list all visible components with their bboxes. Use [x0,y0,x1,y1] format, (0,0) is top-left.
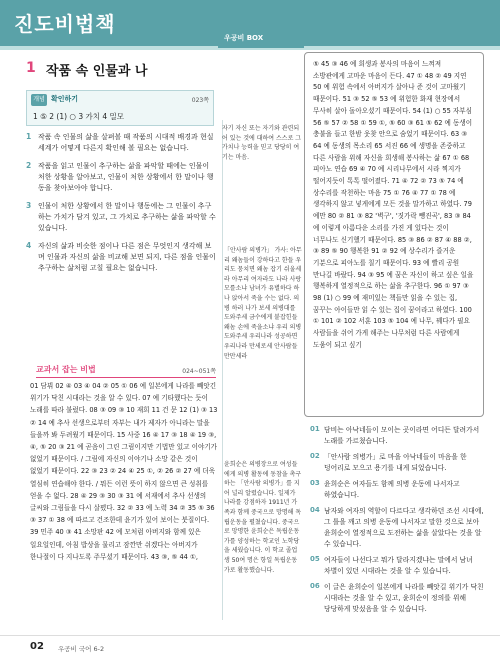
concept-badge: 개념 [31,94,47,106]
item-number: 02 [310,452,320,460]
list-item [26,241,216,274]
item-text: 윤희순은 여자들도 함께 의병 운동에 나서자고 하였습니다. [324,480,460,499]
answer-explanations [26,132,216,281]
section-number: 1 [26,60,36,76]
side-note-3: 윤희순은 의병장으로 여성들에게 의병 활동에 동참을 촉구하는 「안사람 의병가」를 지어 널리 알렸습니다. 일제가 나라를 강점하자 1911년 가족과 함께 중국으로 망명해 독립운동을 펼쳤습니다. 중국으로 망명한 윤희순은 독립운동가를 양성하는 학교인 노학당을 세웠습니다. 이 학교 졸업생 50여 명은 항일 독립운동가로 활동했습니다. [224,461,302,574]
check-label: 확인하기 [51,95,79,103]
list-item [310,506,486,550]
vocab-answers: 01 담뷔 02 ④ 03 ④ 04 ② 05 ① 06 예 일본에게 나라를 빼앗긴 위기가 닥친 시대라는 것을 알 수 있다. 07 예 기타했다는 듯이 노래를 따라 불렀다. 08 ③ 09 ③ 10 재희 11 건 문 12 (1) ③ 13 ② 14 예 추사 선생으로부터 자부는 내가 제자가 아니라는 말을 들을까 봐 두려웠기 때문이다. 15 사중 16 ④ 17 ③ 18 ④ 19 ③, ④, ⑤ 20 ③ 21 예 곧음이 그린 그림이지만 기법만 있고 이야기가 없었기 때문이다. / 그림에 자신의 이야기나 소망 같은 것이 없었기 때문이다. 22 ③ 23 ② 24 ④ 25 ①, ② 26 ② 27 예 더욱 열심히 연습해야 한다. / 뭐든 이런 뜻이 하지 않으면 큰 성취를 얻을 수 없다. 28 ④ 29 ③ 30 ③ 31 예 서재에서 추사 선생의 글씨와 그림들을 다시 살폈다. 32 ② 33 예 노력 34 ② 35 ⑤ 36 ③ 37 ① 38 예 따르고 건조한데 윤기가 있어 보이는 붓질이다. 39 민주 40 ③ 41 소망판 42 예 모처럼 아버지와 함께 있은 일요일인데, 아침 밥상을 물리고 잠깐만 쉬겠다는 아버지가 한나절이 다 지나도록 주무셨기 때문이다. 43 ③, ⑤ 44 ①, [30,382,218,561]
item-number: 4 [26,241,32,250]
page-number: 02 [30,641,44,652]
side-note-text: 자기 자신 또는 자기와 관련되어 있는 것에 대하여 스스로 그 가치나 능력을 믿고 당당히 여기는 마음. [222,125,302,161]
item-text: 「안사람 의병가」로 마을 아낙네들이 마음을 한 덩어리로 모으고 용기를 내게 되었습니다. [324,453,467,472]
item-number: 05 [310,555,320,563]
item-number: 2 [26,161,32,170]
box-tab [218,30,304,48]
item-number: 04 [310,506,320,514]
item-text: 담비는 아낙네들이 모이는 곳이라면 어디든 달려가서 노래를 가르쳤습니다. [324,426,480,445]
list-item [310,452,486,474]
page-title: 진도비법책 [14,12,116,36]
item-text: 인물이 처한 상황에서 한 말이나 행동에는 그 인물이 추구하는 가치가 담겨 있고, 그 가치로 추구하는 삶을 파악할 수 있습니다. [38,202,216,232]
list-item [310,582,486,615]
side-divider [222,120,223,620]
item-text: 남자와 여자의 역할이 다르다고 생각하던 조선 시대에, 그 틀을 깨고 의병 운동에 나서자고 말한 것으로 보아 윤희순이 열정적으로 도전하는 삶을 살았다는 것을 알 수 있습니다. [324,507,484,548]
section-title: 작품 속 인물과 나 [46,64,148,79]
list-item [26,132,216,154]
concept-check-box [26,90,214,126]
vocab-page-ref: 024~051쪽 [182,368,216,375]
item-text: 작품을 읽고 인물이 추구하는 삶을 파악할 때에는 인물이 처한 상황을 알아보고, 인물이 처한 상황에서 한 말이나 행동을 찾아보아야 합니다. [38,162,214,192]
footer-divider [0,635,500,636]
item-text: 여자들이 나선다고 뭐가 달라지겠냐는 말에서 남녀 차별이 있던 시대라는 것을 알 수 있습니다. [324,556,473,575]
footer-text: 우공비 국어 6-2 [58,645,105,653]
item-number: 1 [26,132,32,141]
item-number: 03 [310,479,320,487]
item-text: 이 글은 윤희순이 일본에게 나라를 빼앗길 위기가 닥친 시대라는 것을 알 수 있고, 윤희순이 정의를 위해 당당하게 맞섰음을 알 수 있습니다. [324,583,484,613]
list-item [26,161,216,194]
side-note-1 [222,124,302,162]
check-page-ref: 023쪽 [191,97,209,104]
list-item [26,201,216,234]
item-text: 자신의 삶과 비슷한 점이나 다른 점은 무엇인지 생각해 보며 인물과 자신의 삶을 비교해 보면 되지, 다른 점을 인물이 추구하는 삶처럼 고칠 필요는 없습니다. [38,242,216,272]
list-item [310,555,486,577]
right-explanations [310,425,486,620]
item-number: 01 [310,425,320,433]
vocab-section-header [36,364,216,378]
list-item [310,425,486,447]
item-number: 3 [26,201,32,210]
list-item [310,479,486,501]
vocab-title: 교과서 잡는 비법 [36,365,96,374]
item-text: 작품 속 인물의 삶을 살펴볼 때 작품의 시대적 배경과 현실 세계가 어떻게 다른지 확인해 볼 필요는 없습니다. [38,133,214,152]
answer-box: ⑤ 45 ③ 46 예 희생과 봉사의 마음이 느껴져 소방관에게 고마운 마음이 든다. 47 ① 48 ② 49 지연 50 예 위험 속에서 아버지가 살아나 준 것이 고마웠기 때문이다. 51 ③ 52 ⑤ 53 예 위험한 화재 현장에서 무사히 살아 돌아오셨기 때문이다. 54 (1) ○ 55 자부심 56 ⑤ 57 ② 58 ① 59 ①, ⑤ 60 ③ 61 ⑤ 62 예 동생이 충불을 들고 한밤 웃찾 안으로 숨었기 때문이다. 63 ③ 64 예 동생의 목소리 65 서진 66 예 생명을 존중하고 다른 사람을 위해 자신을 희생해 봉사하는 삶 67 ① 68 피아노 연습 69 ④ 70 예 시리나무에서 시라 찍지가 떨어지듯이 톡톡 떨어졌다. 71 ④ 72 ② 73 ⑤ 74 예 상수리를 작천하는 마음 75 ① 76 ④ 77 ① 78 예 생각하지 않고 넣게에게 모든 것을 말가하고 하였다. 79 예만 80 ② 81 ③ 82 '벽구', '짓가락 뺑진곡', 83 ③ 84 예 이렇게 아름다운 소리를 가진 게 있다는 것이 너무나도 신기했기 때문이다. 85 ③ 86 ② 87 ④ 88 ②, ③ 89 ⑤ 90 행복한 91 ② 92 예 상수리가 즐거운 기분으로 피아노를 칠기 때문이다. 93 예 빨리 공원 만나길 바랐다. 94 ③ 95 예 꿈은 자신이 하고 싶은 일을 행복하게 열정적으로 하는 삶을 추구한다. 96 ① 97 ③ 98 (1) ○ 99 예 재미있는 책들만 읽을 수 있는 집, 꿈꾸는 아이들만 읽 수 있는 집이 꿈이라고 하였다. 100 ① 101 ② 102 서훈 103 ⑤ 104 예 나무, 꿰다가 필요 사람들을 쉬어 가게 해주는 나무처럼 다른 사람에게 도움이 되고 싶기 [304,52,484,417]
item-number: 06 [310,582,320,590]
side-note-2: 「안사람 의병가」 가사: 아무리 왜놈들이 강하다고 한들 우리도 뭉치면 왜놈 잡기 쉬울세라 아무리 여자라도 나라 사랑 모를소냐 남녀가 유별하다 하나 앉아서 죽을 수는 없다. 의병 하러 나가 보세 의병대를 도와주세 금수에게 붙잡힌들 왜놈 손에 죽을소냐 우리 의병 도와주세 우리나라 성공하면 우리나라 만세로세 안사람들 만만세라 [224,247,302,360]
check-answers: 1 ⑤ 2 (1) ○ 3 가치 4 밀모 [33,112,125,121]
box-tab-label: 우공비 BOX [224,34,264,42]
